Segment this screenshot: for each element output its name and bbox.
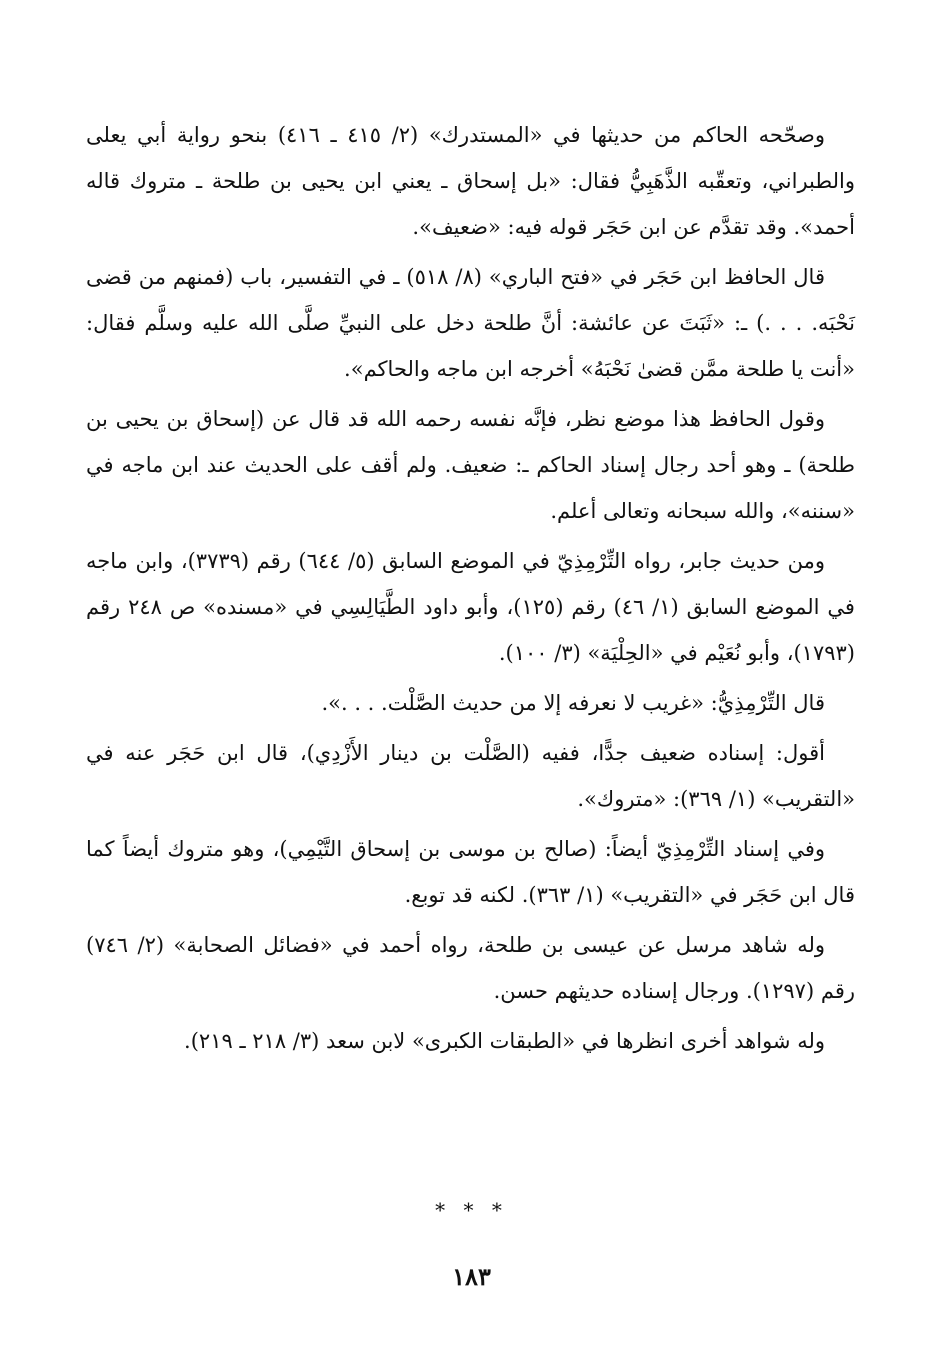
paragraph-hakim-correction: وصحّحه الحاكم من حديثها في «المستدرك» (٢/ ٤١٥ ـ ٤١٦) بنحو رواية أبي يعلى والطبراني، وتعقّبه الذَّهَبِيُّ فقال: «بل إسحاق ـ يعني ابن يحيى بن طلحة ـ متروك قاله أحمد». وقد تقدَّم عن ابن حَجَر قوله فيه: «ضعيف». <box>86 123 855 239</box>
section-separator: * * * <box>435 1198 508 1222</box>
paragraph-ibn-hajar-fath: قال الحافظ ابن حَجَر في «فتح الباري» (٨/ ٥١٨) ـ في التفسير، باب (فمنهم من قضى نَحْبَه. . . .) ـ: «ثَبَتَ عن عائشة: أنَّ طلحة دخل على النبيِّ صلَّى الله عليه وسلَّم فقال: «أنت يا طلحة ممَّن قضىٰ نَحْبَهُ» أخرجه ابن ماجه والحاكم». <box>86 265 855 381</box>
paragraph-jabir-hadith: ومن حديث جابر، رواه التِّرْمِذِيّ في الموضع السابق (٥/ ٦٤٤) رقم (٣٧٣٩)، وابن ماجه في الموضع السابق (١/ ٤٦) رقم (١٢٥)، وأبو داود الطَّيَالِسِي في «مسنده» ص ٢٤٨ رقم (١٧٩٣)، وأبو نُعَيْم في «الحِلْيَة» (٣/ ١٠٠). <box>86 549 855 665</box>
paragraph-isnad-weak: أقول: إسناده ضعيف جدًّا، ففيه (الصَّلْت بن دينار الأَزْدِي)، قال ابن حَجَر عنه في «التقريب» (١/ ٣٦٩): «متروك». <box>86 741 855 811</box>
paragraph-mursal-witness: وله شاهد مرسل عن عيسى بن طلحة، رواه أحمد في «فضائل الصحابة» (٢/ ٧٤٦) رقم (١٢٩٧). ورجال إسناده حديثهم حسن. <box>86 933 855 1003</box>
paragraph-tirmidhi-quote: قال التِّرْمِذِيُّ: «غريب لا نعرفه إلا من حديث الصَّلْت. . . .». <box>321 691 825 715</box>
paragraph-critique: وقول الحافظ هذا موضع نظر، فإنَّه نفسه رحمه الله قد قال عن (إسحاق بن يحيى بن طلحة) ـ وهو أحد رجال إسناد الحاكم ـ: ضعيف. ولم أقف على الحديث عند ابن ماجه في «سننه»، والله سبحانه وتعالى أعلم. <box>86 407 855 523</box>
paragraph-other-witnesses: وله شواهد أخرى انظرها في «الطبقات الكبرى» لابن سعد (٣/ ٢١٨ ـ ٢١٩). <box>184 1029 825 1053</box>
paragraph-salih-ibn-musa: وفي إسناد التِّرْمِذِيّ أيضاً: (صالح بن موسى بن إسحاق التَّيْمِي)، وهو متروك أيضاً كما قال ابن حَجَر في «التقريب» (١/ ٣٦٣). لكنه قد توبع. <box>86 837 855 907</box>
page-body <box>86 112 855 1068</box>
page-number: ١٨٣ <box>452 1262 491 1291</box>
